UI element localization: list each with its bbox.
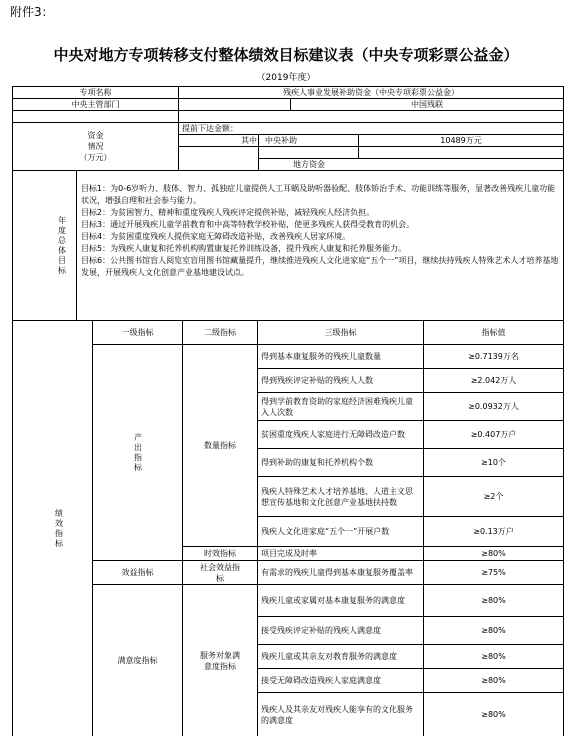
goal-item: 目标3：通过开展残疾儿童学前教育和中高等特教学校补贴，使更多残疾人获得受教育的机会。 (81, 220, 415, 229)
table-row-value: ≥0.7139万名 (468, 352, 519, 361)
project-name-label: 专项名称 (79, 88, 112, 97)
central-subsidy-label: 其中：中央补助 (241, 136, 297, 145)
table-row-value: ≥0.0932万人 (468, 402, 519, 411)
satisfaction-indicators-label: 满意度指标 (117, 656, 158, 665)
project-name-value: 残疾人事业发展补助资金（中央专项彩票公益金） (283, 88, 459, 97)
table-row-name: 残疾儿童或家属对基本康复服务的满意度 (261, 596, 405, 605)
goal-item: 目标6：公共图书馆盲人阅览室盲用图书馆藏量提升，继续推进残疾人文化进家庭“五个一”项目，继续扶持残疾人特殊艺术人才培养基地发展，开展残疾人文化创意产业基地建设试点。 (81, 256, 559, 277)
col-header-level2: 二级指标 (204, 328, 236, 337)
performance-indicators-label: 绩效指标 (54, 508, 64, 549)
table-row-value: ≥2.042万人 (470, 376, 517, 385)
dept-label: 中央主管部门 (71, 100, 120, 109)
year-label: （2019年度） (256, 73, 316, 83)
col-header-level3: 三级指标 (324, 328, 357, 337)
annual-goals-text (78, 181, 564, 281)
local-funds-label: 地方资金 (293, 160, 325, 169)
table-row-value: ≥80% (481, 676, 506, 685)
goal-item: 目标2：为贫困智力、精神和重度残疾人残疾评定提供补贴，减轻残疾人经济负担。 (81, 208, 375, 217)
timeliness-indicators-label: 时效指标 (204, 549, 236, 558)
social-benefit-indicators-label: 社会效益指标 (200, 562, 240, 583)
col-header-level1: 一级指标 (121, 328, 154, 337)
quantity-indicators-label: 数量指标 (204, 441, 236, 450)
table-row-name: 得到补助的康复和托养机构个数 (261, 458, 373, 467)
table-row-name: 贫困重度残疾人家庭进行无障碍改造户数 (261, 430, 405, 439)
table-row-name: 接受无障碍改造残疾人家庭满意度 (261, 676, 381, 685)
table-row-value: ≥80% (481, 596, 506, 605)
page-title: 中央对地方专项转移支付整体绩效目标建议表（中央专项彩票公益金） (53, 46, 519, 64)
advance-amount-label: 提前下达金额： (182, 124, 238, 133)
table-row-value: ≥10个 (481, 458, 506, 467)
table-row-name: 得到残疾评定补贴的残疾人人数 (261, 376, 373, 385)
table-row-name: 项目完成及时率 (261, 549, 317, 558)
table-row-value: ≥80% (481, 710, 506, 719)
central-subsidy-value: 10489万元 (440, 136, 482, 145)
table-row-value: ≥80% (481, 652, 506, 661)
goal-item: 目标1：为0-6岁听力、肢体、智力、孤独症儿童提供人工耳蜗及助听器验配、肢体矫治手术、功能训练等服务，显著改善残疾儿童功能状况，增强自理和社会参与能力。 (81, 184, 556, 205)
table-row-name: 残疾人特殊艺术人才培养基地、人道主义思想宣传基地和文化创意产业基地扶持数 (261, 486, 413, 507)
col-header-value: 指标值 (481, 328, 506, 337)
table-row-name: 接受残疾评定补贴的残疾人满意度 (261, 626, 381, 635)
table-row-value: ≥75% (481, 568, 506, 577)
table-row-value: ≥2个 (483, 492, 504, 501)
table-row-name: 得到学前教育资助的家庭经济困难残疾儿童入人次数 (261, 396, 413, 417)
table-row-value: ≥0.407万户 (470, 430, 517, 439)
table-row-value: ≥0.13万户 (473, 527, 514, 536)
table-row-name: 残疾人文化进家庭“五个一”开展户数 (261, 527, 390, 536)
table-row-name: 得到基本康复服务的残疾儿童数量 (261, 352, 381, 361)
benefit-indicators-label: 效益指标 (121, 568, 154, 577)
table-row-value: ≥80% (481, 626, 506, 635)
goal-item: 目标4：为贫困重度残疾人提供家庭无障碍改造补贴，改善残疾人居家环境。 (81, 232, 351, 241)
table-row-name: 残疾人及其亲友对残疾人能享有的文化服务的满意度 (261, 704, 413, 725)
annual-goals-label: 年度总体目标 (57, 215, 67, 276)
funds-label: 资金 情况 （万元） (79, 131, 112, 162)
table-row-name: 残疾儿童或其亲友对教育服务的满意度 (261, 652, 397, 661)
dept-value: 中国残联 (411, 100, 443, 109)
output-indicators-label: 产出指标 (133, 432, 143, 473)
table-row-value: ≥80% (481, 549, 506, 558)
goal-item: 目标5：为残疾人康复和托养机构购置康复托养训练设备，提升残疾人康复和托养服务能力。 (81, 244, 407, 253)
service-satisfaction-indicators-label: 服务对象满意度指标 (200, 650, 240, 671)
attachment-label: 附件3： (10, 5, 54, 19)
table-row-name: 有需求的残疾儿童得到基本康复服务覆盖率 (261, 568, 413, 577)
